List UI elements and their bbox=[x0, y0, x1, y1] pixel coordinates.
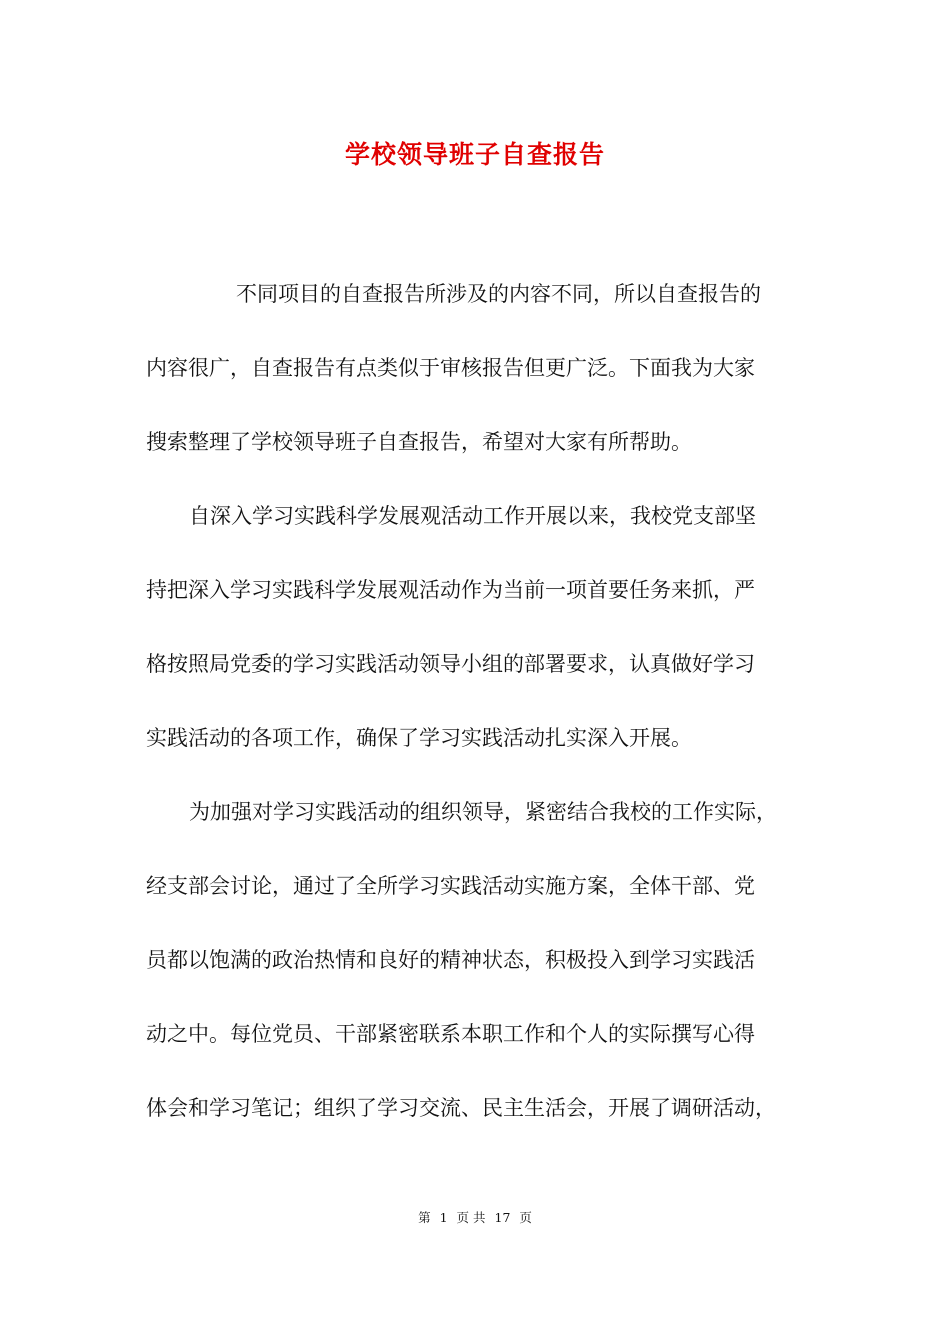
paragraph-line: 搜索整理了学校领导班子自查报告，希望对大家有所帮助。 bbox=[146, 430, 692, 454]
footer-page-number: 1 bbox=[439, 1210, 448, 1225]
paragraph-line: 内容很广，自查报告有点类似于审核报告但更广泛。下面我为大家 bbox=[146, 356, 755, 380]
footer-suffix: 页 bbox=[519, 1210, 532, 1225]
footer-prefix: 第 bbox=[418, 1210, 431, 1225]
paragraph-line: 经支部会讨论，通过了全所学习实践活动实施方案，全体干部、党 bbox=[146, 874, 755, 898]
footer-middle: 页 共 bbox=[456, 1210, 486, 1225]
paragraph-line: 不同项目的自查报告所涉及的内容不同，所以自查报告的 bbox=[236, 282, 761, 306]
footer-total-pages: 17 bbox=[494, 1210, 511, 1225]
paragraph-line: 格按照局党委的学习实践活动领导小组的部署要求，认真做好学习 bbox=[146, 652, 755, 676]
page-footer bbox=[0, 1209, 950, 1227]
document-title: 学校领导班子自查报告 bbox=[344, 140, 605, 169]
paragraph-line: 持把深入学习实践科学发展观活动作为当前一项首要任务来抓，严 bbox=[146, 578, 755, 602]
paragraph-line: 员都以饱满的政治热情和良好的精神状态，积极投入到学习实践活 bbox=[146, 948, 755, 972]
paragraph-line: 自深入学习实践科学发展观活动工作开展以来，我校党支部坚 bbox=[189, 504, 756, 528]
paragraph-line: 体会和学习笔记；组织了学习交流、民主生活会，开展了调研活动， bbox=[146, 1096, 776, 1120]
paragraph-line: 为加强对学习实践活动的组织领导，紧密结合我校的工作实际， bbox=[189, 800, 777, 824]
paragraph-line: 实践活动的各项工作，确保了学习实践活动扎实深入开展。 bbox=[146, 726, 692, 750]
paragraph-line: 动之中。每位党员、干部紧密联系本职工作和个人的实际撰写心得 bbox=[146, 1022, 755, 1046]
